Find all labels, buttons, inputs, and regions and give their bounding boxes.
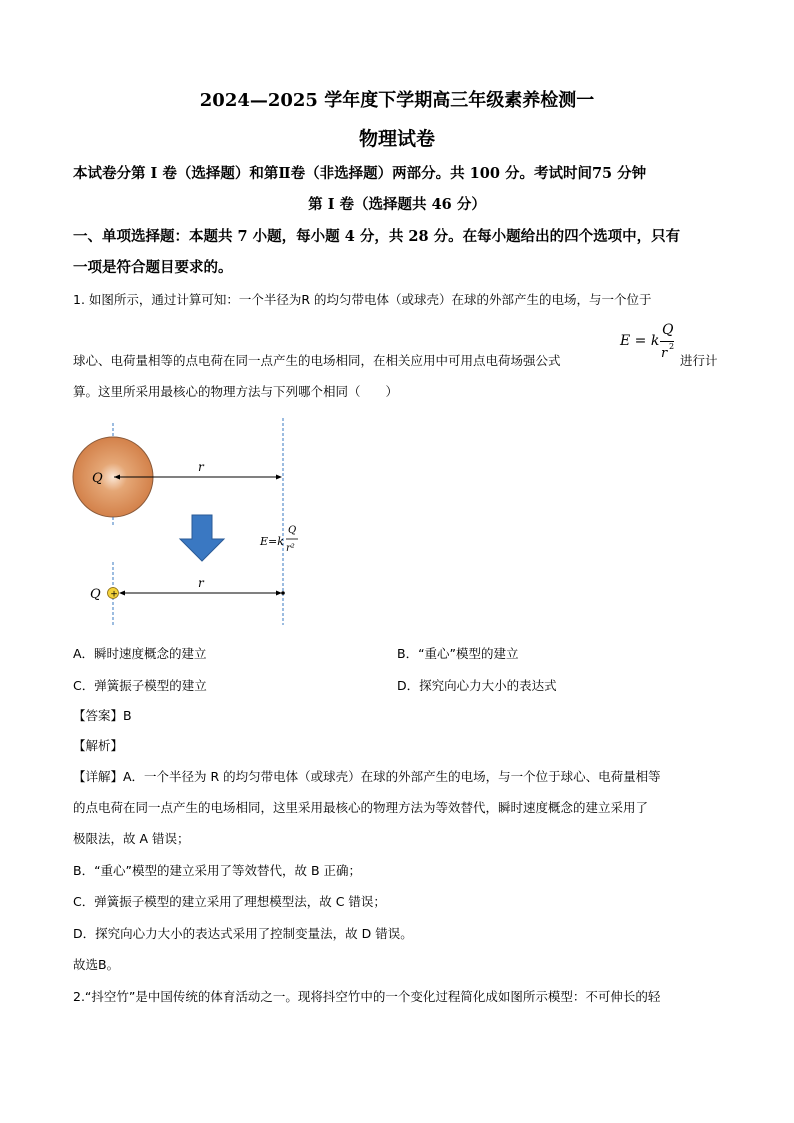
section-title: 第 I 卷（选择题共 46 分） <box>308 196 486 213</box>
q1-option-c: C．弹簧振子模型的建立 <box>73 678 207 693</box>
formula-denominator: r <box>661 346 668 361</box>
part1-instructions-line2: 一项是符合题目要求的。 <box>73 259 233 276</box>
q1-stem-line2-tail: 进行计 <box>680 353 718 368</box>
q1-detail-d: D．探究向心力大小的表达式采用了控制变量法，故 D 错误。 <box>73 926 413 941</box>
q1-stem-line2: 球心、电荷量相等的点电荷在同一点产生的电场相同，在相关应用中可用点电荷场强公式 <box>73 353 561 368</box>
q1-analysis-label: 【解析】 <box>73 738 124 753</box>
radius-arrow-bottom-right-head <box>276 591 282 596</box>
q1-detail-line2: 的点电荷在同一点产生的电场相同，这里采用最核心的物理方法为等效替代，瞬时速度概念的建立采用了 <box>73 800 649 815</box>
exam-subtitle: 物理试卷 <box>358 128 435 150</box>
q1-option-d: D．探究向心力大小的表达式 <box>397 678 557 693</box>
q1-conclusion: 故选B。 <box>73 957 120 972</box>
q2-stem-line1: 2.“抖空竹”是中国传统的体育活动之一。现将抖空竹中的一个变化过程简化成如图所示模型：不可伸长的轻 <box>73 989 661 1004</box>
radius-arrow-bottom-left-head <box>119 591 125 596</box>
exam-title: 2024—2025 学年度下学期高三年级素养检测一 <box>199 90 595 111</box>
q1-detail-line1: 【详解】A．一个半径为 R 的均匀带电体（或球壳）在球的外部产生的电场，与一个位于球心、电荷量相等 <box>73 769 661 784</box>
part1-instructions-line1: 一、单项选择题：本题共 7 小题，每小题 4 分，共 28 分。在每小题给出的四个选项中，只有 <box>73 228 681 245</box>
figure-formula-lhs: E=k <box>260 535 284 548</box>
q1-answer: 【答案】B <box>73 708 132 723</box>
formula-lhs: E = k <box>620 333 660 349</box>
radius-arrow-top-right-head <box>276 475 282 480</box>
down-arrow-icon <box>180 515 224 561</box>
figure-formula-denominator: r² <box>286 543 295 554</box>
q1-figure <box>70 415 300 627</box>
point-charge-plus: + <box>110 589 118 600</box>
q1-detail-line3: 极限法，故 A 错误； <box>73 831 190 846</box>
sphere-charge-label: Q <box>92 471 103 486</box>
r-label-top: r <box>198 460 204 474</box>
point-charge-label: Q <box>90 587 101 602</box>
q1-stem-line3: 算。这里所采用最核心的物理方法与下列哪个相同（ ） <box>73 384 399 399</box>
q1-stem-line1: 1. 如图所示，通过计算可知：一个半径为R 的均匀带电体（或球壳）在球的外部产生的电场，与一个位于 <box>73 292 652 307</box>
q1-option-a: A．瞬时速度概念的建立 <box>73 646 207 661</box>
exam-info: 本试卷分第 I 卷（选择题）和第Ⅱ卷（非选择题）两部分。共 100 分。考试时间75 分钟 <box>73 165 647 182</box>
r-label-bottom: r <box>198 576 204 590</box>
q1-detail-c: C．弹簧振子模型的建立采用了理想模型法，故 C 错误； <box>73 894 386 909</box>
q1-option-b: B．“重心”模型的建立 <box>397 646 519 661</box>
formula-exponent: 2 <box>669 342 675 351</box>
figure-formula-numerator: Q <box>288 525 297 536</box>
field-point-dot <box>281 591 285 595</box>
formula-numerator: Q <box>662 322 674 338</box>
q1-detail-b: B．“重心”模型的建立采用了等效替代，故 B 正确； <box>73 863 362 878</box>
